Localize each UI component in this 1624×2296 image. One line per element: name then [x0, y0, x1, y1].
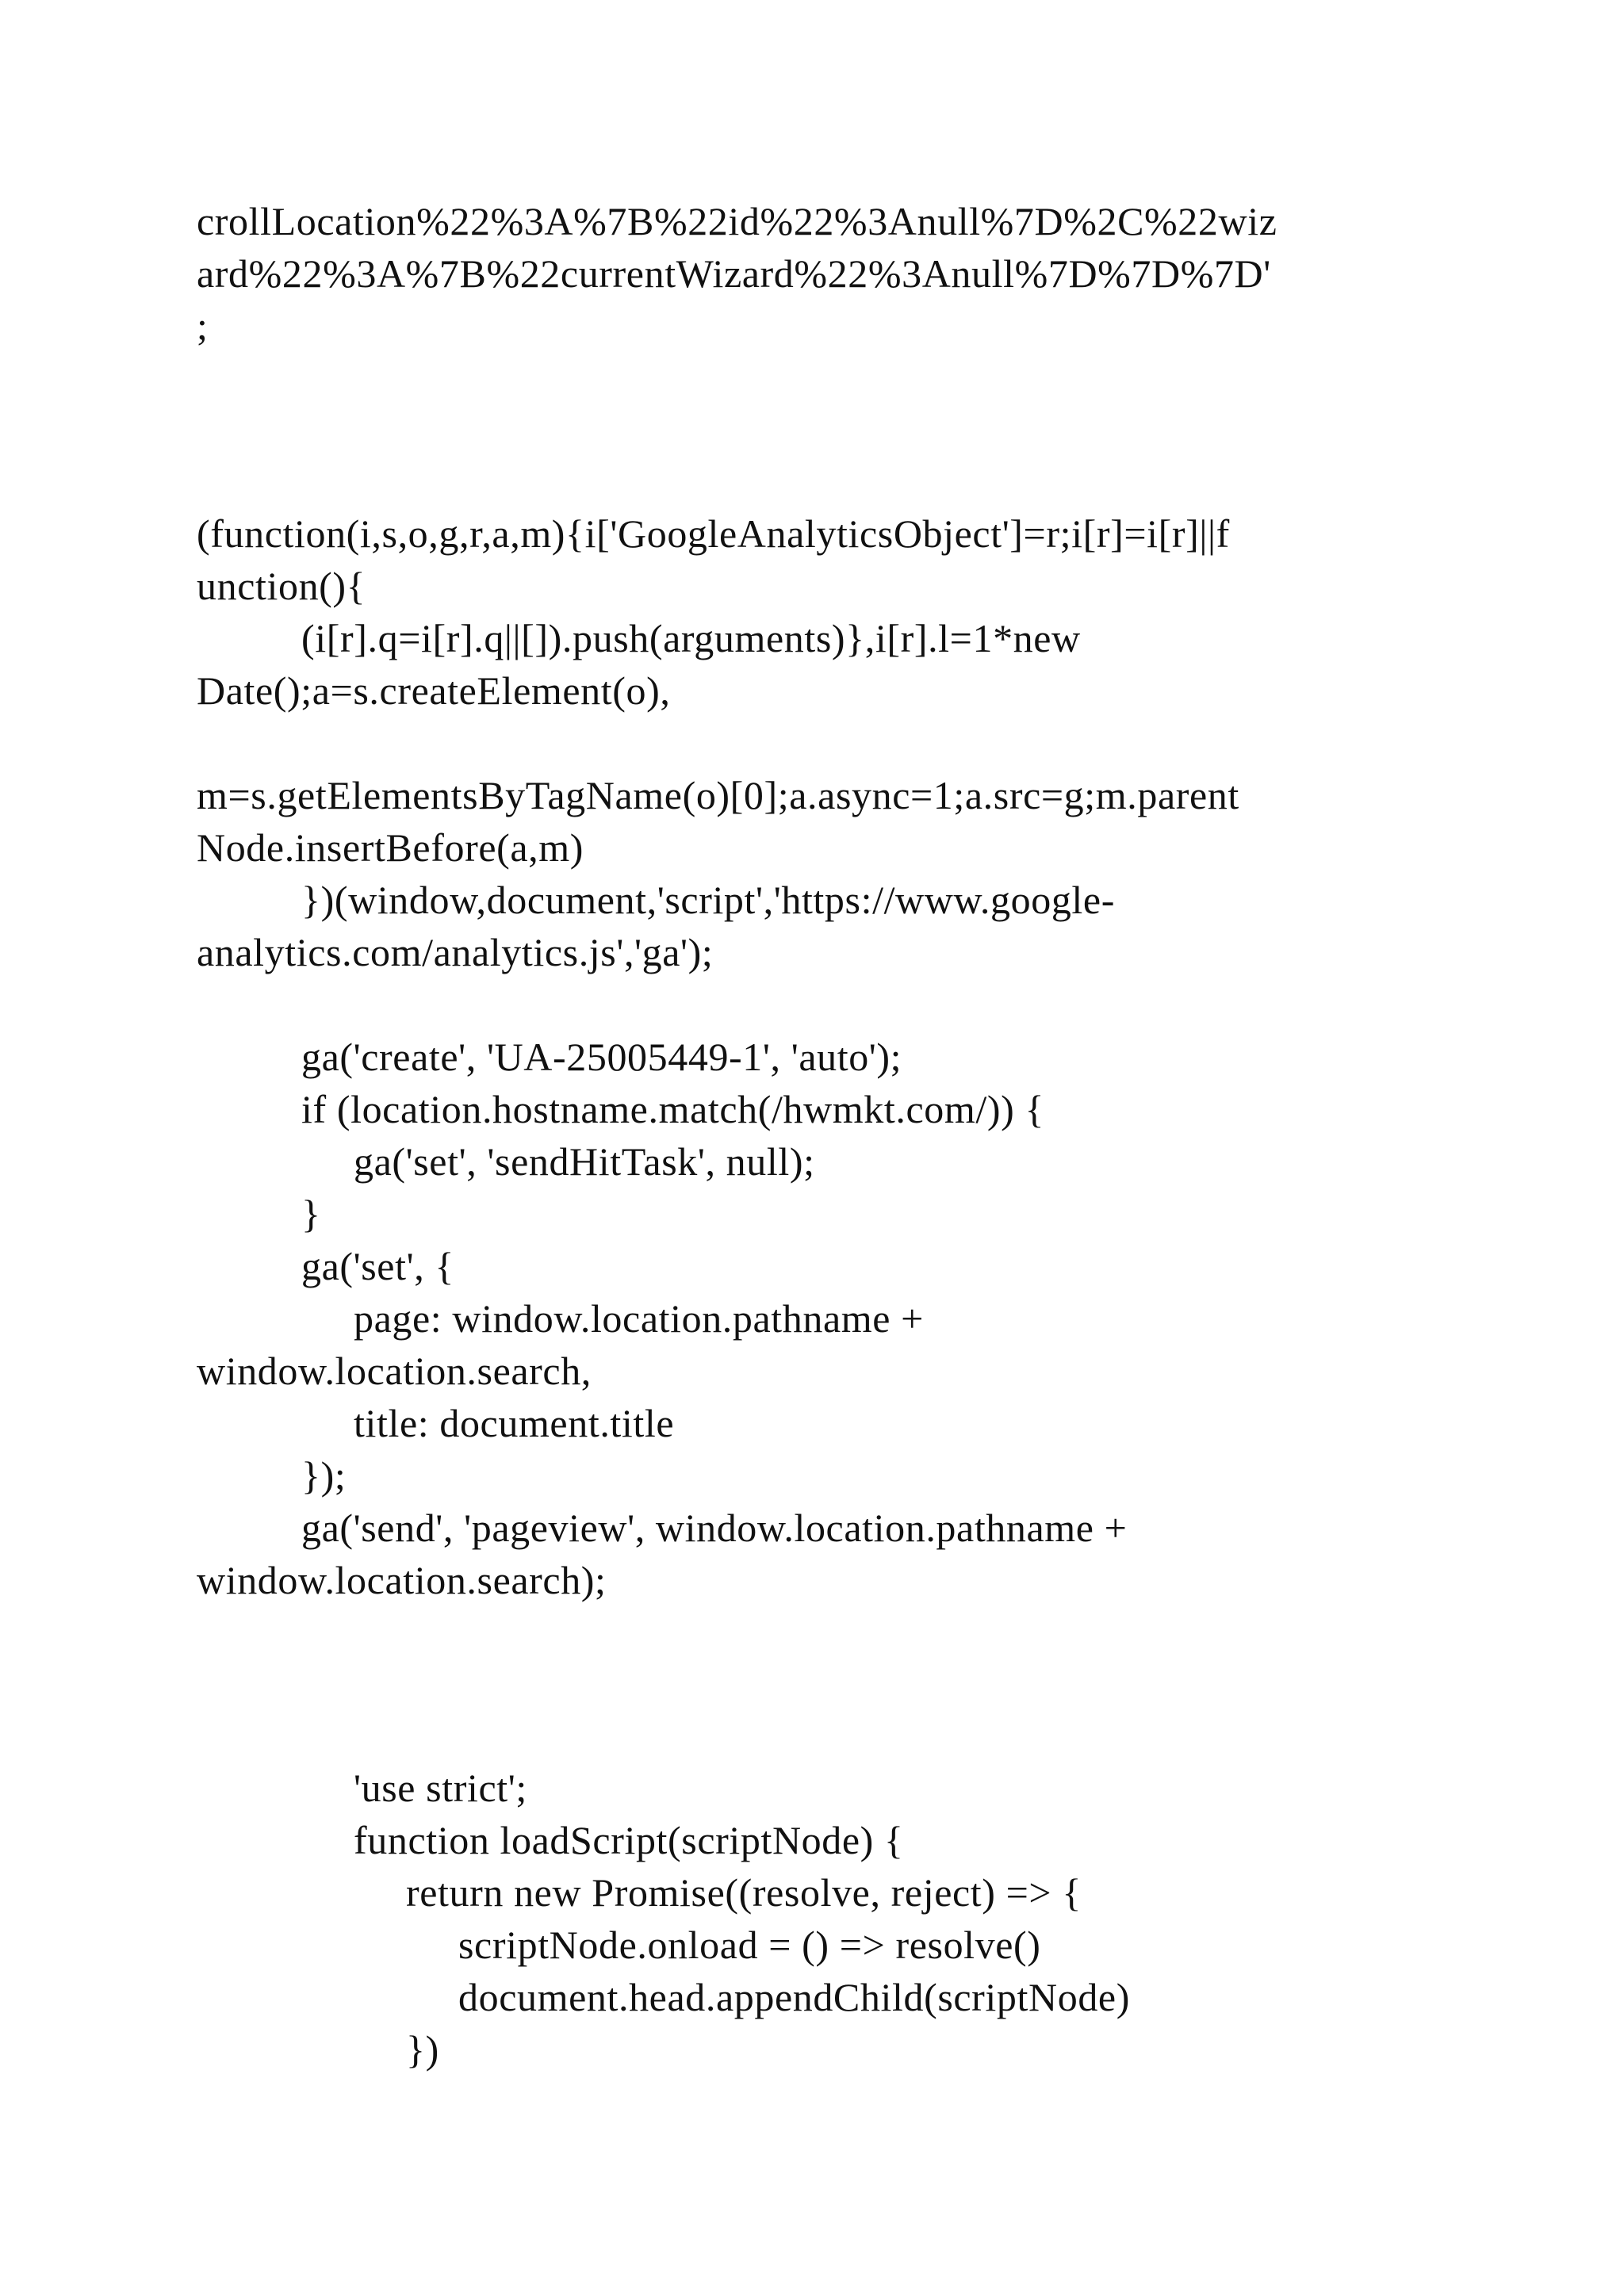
text-line: (i[r].q=i[r].q||[]).push(arguments)},i[r].l=1*new: [301, 616, 1081, 660]
text-line: title: document.title: [354, 1401, 675, 1445]
text-line: ard%22%3A%7B%22currentWizard%22%3Anull%7D%7D%7D': [197, 251, 1271, 296]
text-line: analytics.com/analytics.js','ga');: [197, 930, 714, 974]
text-line: unction(){: [197, 564, 366, 608]
text-line: window.location.search);: [197, 1558, 607, 1602]
text-line: ga('set', {: [301, 1244, 455, 1288]
text-line: if (location.hostname.match(/hwmkt.com/)) {: [301, 1087, 1045, 1131]
text-line: })(window,document,'script','https://www.google-: [301, 878, 1115, 922]
text-line: function loadScript(scriptNode) {: [354, 1818, 904, 1862]
text-line: crollLocation%22%3A%7B%22id%22%3Anull%7D%2C%22wiz: [197, 199, 1277, 243]
text-line: page: window.location.pathname +: [354, 1296, 924, 1341]
text-line: }): [406, 2027, 439, 2072]
text-line: ga('set', 'sendHitTask', null);: [354, 1139, 815, 1184]
text-line: scriptNode.onload = () => resolve(): [458, 1923, 1041, 1967]
text-line: window.location.search,: [197, 1349, 592, 1393]
text-line: ga('send', 'pageview', window.location.pathname +: [301, 1506, 1128, 1550]
text-line: });: [301, 1453, 347, 1498]
text-line: Date();a=s.createElement(o),: [197, 668, 671, 713]
text-line: (function(i,s,o,g,r,a,m){i['GoogleAnalyticsObject']=r;i[r]=i[r]||f: [197, 511, 1230, 556]
text-line: 'use strict';: [354, 1766, 527, 1810]
text-line: m=s.getElementsByTagName(o)[0];a.async=1;a.src=g;m.parent: [197, 773, 1239, 817]
text-line: }: [301, 1192, 321, 1236]
text-line: Node.insertBefore(a,m): [197, 825, 584, 870]
text-line: ga('create', 'UA-25005449-1', 'auto');: [301, 1035, 902, 1079]
text-line: document.head.appendChild(scriptNode): [458, 1975, 1130, 2019]
text-line: return new Promise((resolve, reject) => {: [406, 1870, 1082, 1915]
text-line: ;: [197, 304, 209, 348]
